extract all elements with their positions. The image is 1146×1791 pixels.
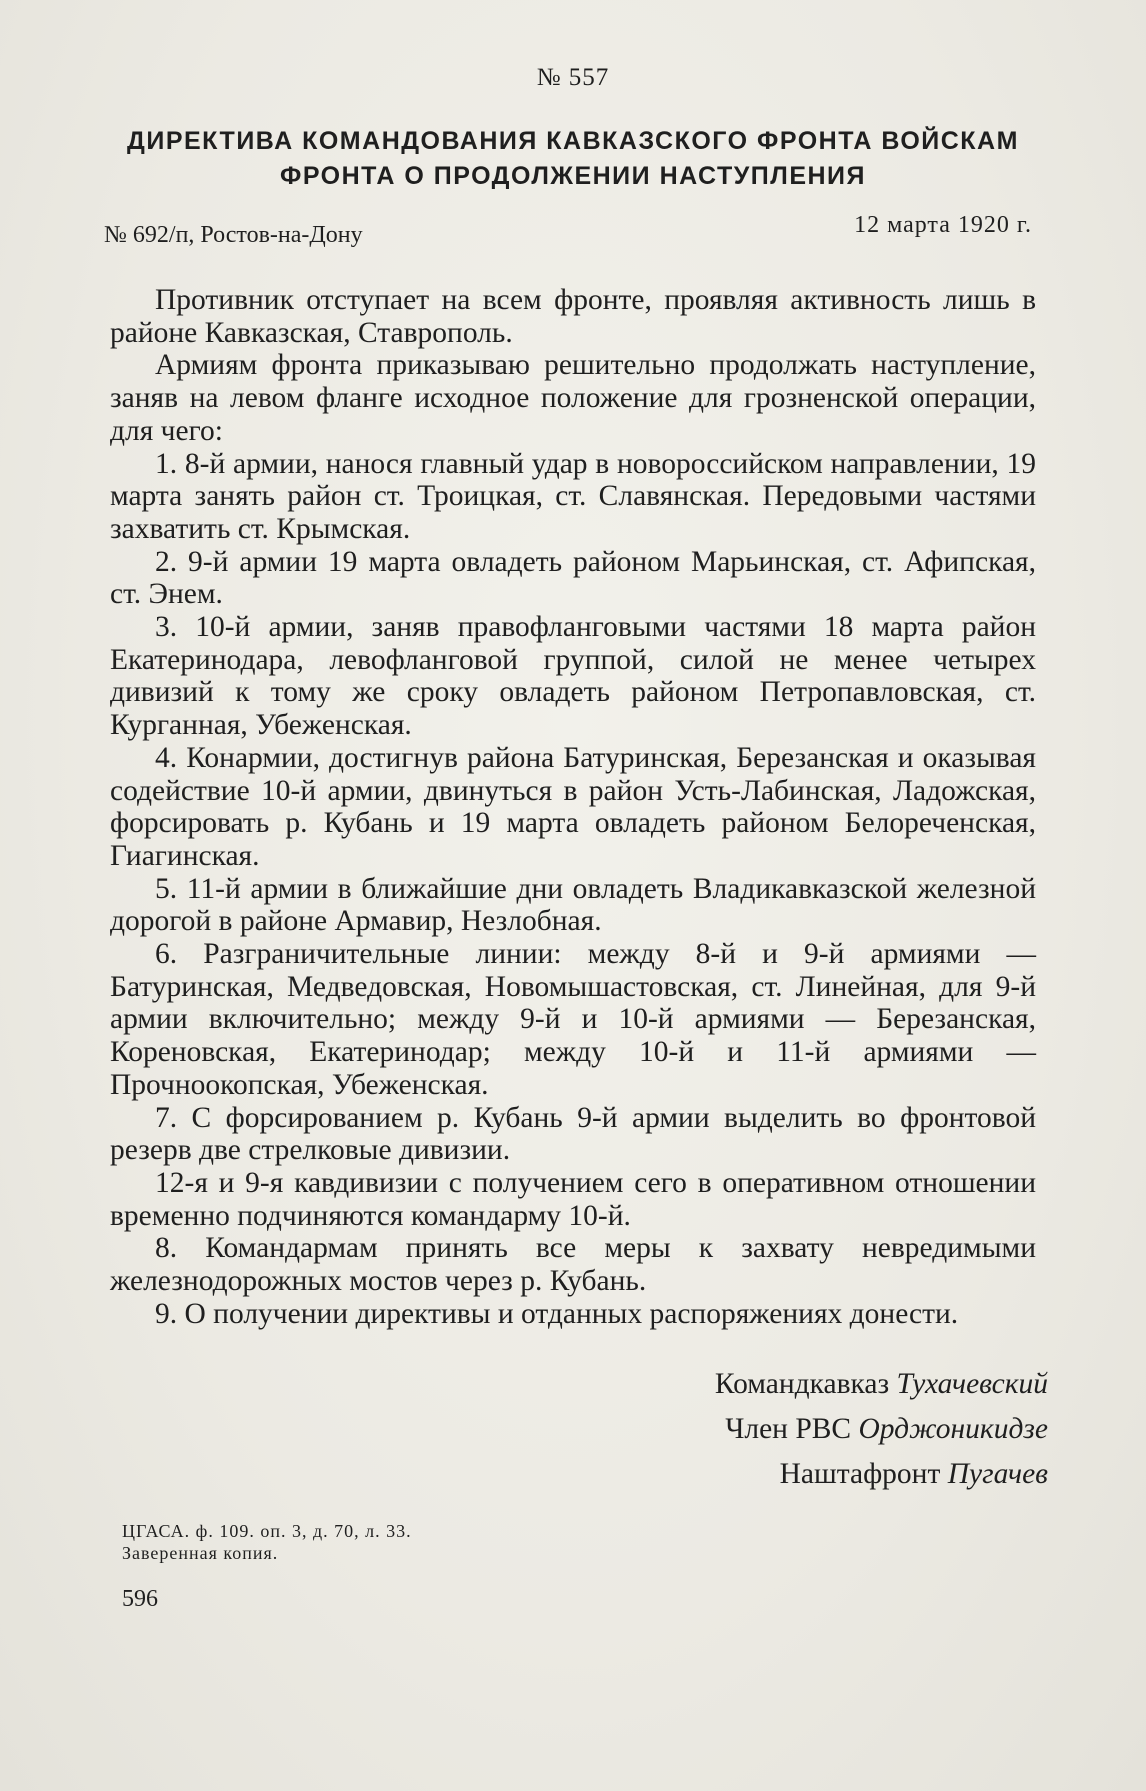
document-title [90, 124, 1056, 194]
signature-role: Наштафронт [779, 1458, 941, 1490]
title-line-2: ФРОНТА О ПРОДОЛЖЕНИИ НАСТУПЛЕНИЯ [279, 162, 866, 190]
paragraph-item-4: 4. Конармии, достигнув района Батуринская, Березанская и оказывая содействие 10-й армии, двинуться в район Усть-Лабинская, Ладожская, форсировать р. Кубань и 19 марта овладеть районом Белореченская, Гиагинская. [110, 741, 1036, 872]
archive-source: ЦГАСА. ф. 109. оп. 3, д. 70, л. 33. [122, 1521, 412, 1541]
signature-block [715, 1362, 1048, 1497]
document-date: 12 марта 1920 г. [854, 212, 1032, 238]
paragraph-intro: Противник отступает на всем фронте, проявляя активность лишь в районе Кавказская, Ставрополь. [110, 284, 1036, 349]
paragraph-item-3: 3. 10-й армии, заняв правофланговыми частями 18 марта район Екатеринодара, левофланговой группой, силой не менее четырех дивизий к тому же сроку овладеть районом Петропавловская, ст. Курганная, Убеженская. [110, 611, 1036, 742]
paragraph-item-7-note: 12-я и 9-я кавдивизии с получением сего в оперативном отношении временно подчиняются командарму 10-й. [110, 1166, 1036, 1232]
document-reference: № 692/п, Ростов-на-Дону [104, 222, 363, 248]
signature-name: Пугачев [947, 1458, 1048, 1490]
page-number: 596 [122, 1586, 158, 1612]
archive-note: Заверенная копия. [122, 1543, 279, 1563]
paragraph-order: Армиям фронта приказываю решительно продолжать наступление, заняв на левом фланге исходное положение для грозненской операции, для чего: [110, 349, 1036, 447]
paragraph-item-9: 9. О получении директивы и отданных распоряжениях донести. [155, 1297, 959, 1330]
signature-role: Командкавказ [714, 1368, 890, 1400]
paragraph-item-5: 5. 11-й армии в ближайшие дни овладеть Владикавказской железной дорогой в районе Армавир, Незлобная. [110, 872, 1036, 938]
paragraph-item-7: 7. С форсированием р. Кубань 9-й армии выделить во фронтовой резерв две стрелковые дивизии. [110, 1101, 1036, 1167]
title-line-1: ДИРЕКТИВА КОМАНДОВАНИЯ КАВКАЗСКОГО ФРОНТА ВОЙСКАМ [127, 127, 1019, 155]
signature-name: Орджоникидзе [858, 1413, 1048, 1445]
signature-role: Член РВС [725, 1413, 852, 1445]
signature-line [715, 1407, 1048, 1452]
paragraph-item-2: 2. 9-й армии 19 марта овладеть районом Марьинская, ст. Афипская, ст. Энем. [110, 545, 1036, 611]
document-number: № 557 [536, 64, 610, 91]
directive-body [110, 284, 1036, 1331]
signature-line [715, 1452, 1048, 1497]
paragraph-item-6: 6. Разграничительные линии: между 8-й и 9-й армиями — Батуринская, Медведовская, Новомышастовская, ст. Линейная, для 9-й армии включительно; между 9-й и 10-й армиями — Березанская, Кореновская, Екатеринодар; между 10-й и 11-й армиями — Прочноокопская, Убеженская. [110, 938, 1036, 1101]
paragraph-item-1: 1. 8-й армии, нанося главный удар в новороссийском направлении, 19 марта занять район ст. Троицкая, ст. Славянская. Передовыми частями захватить ст. Крымская. [110, 447, 1036, 545]
paragraph-item-8: 8. Командармам принять все меры к захвату невредимыми железнодорожных мостов через р. Кубань. [110, 1232, 1036, 1298]
signature-name: Тухачевский [896, 1368, 1048, 1400]
archive-reference [122, 1520, 412, 1564]
signature-line [715, 1362, 1048, 1407]
